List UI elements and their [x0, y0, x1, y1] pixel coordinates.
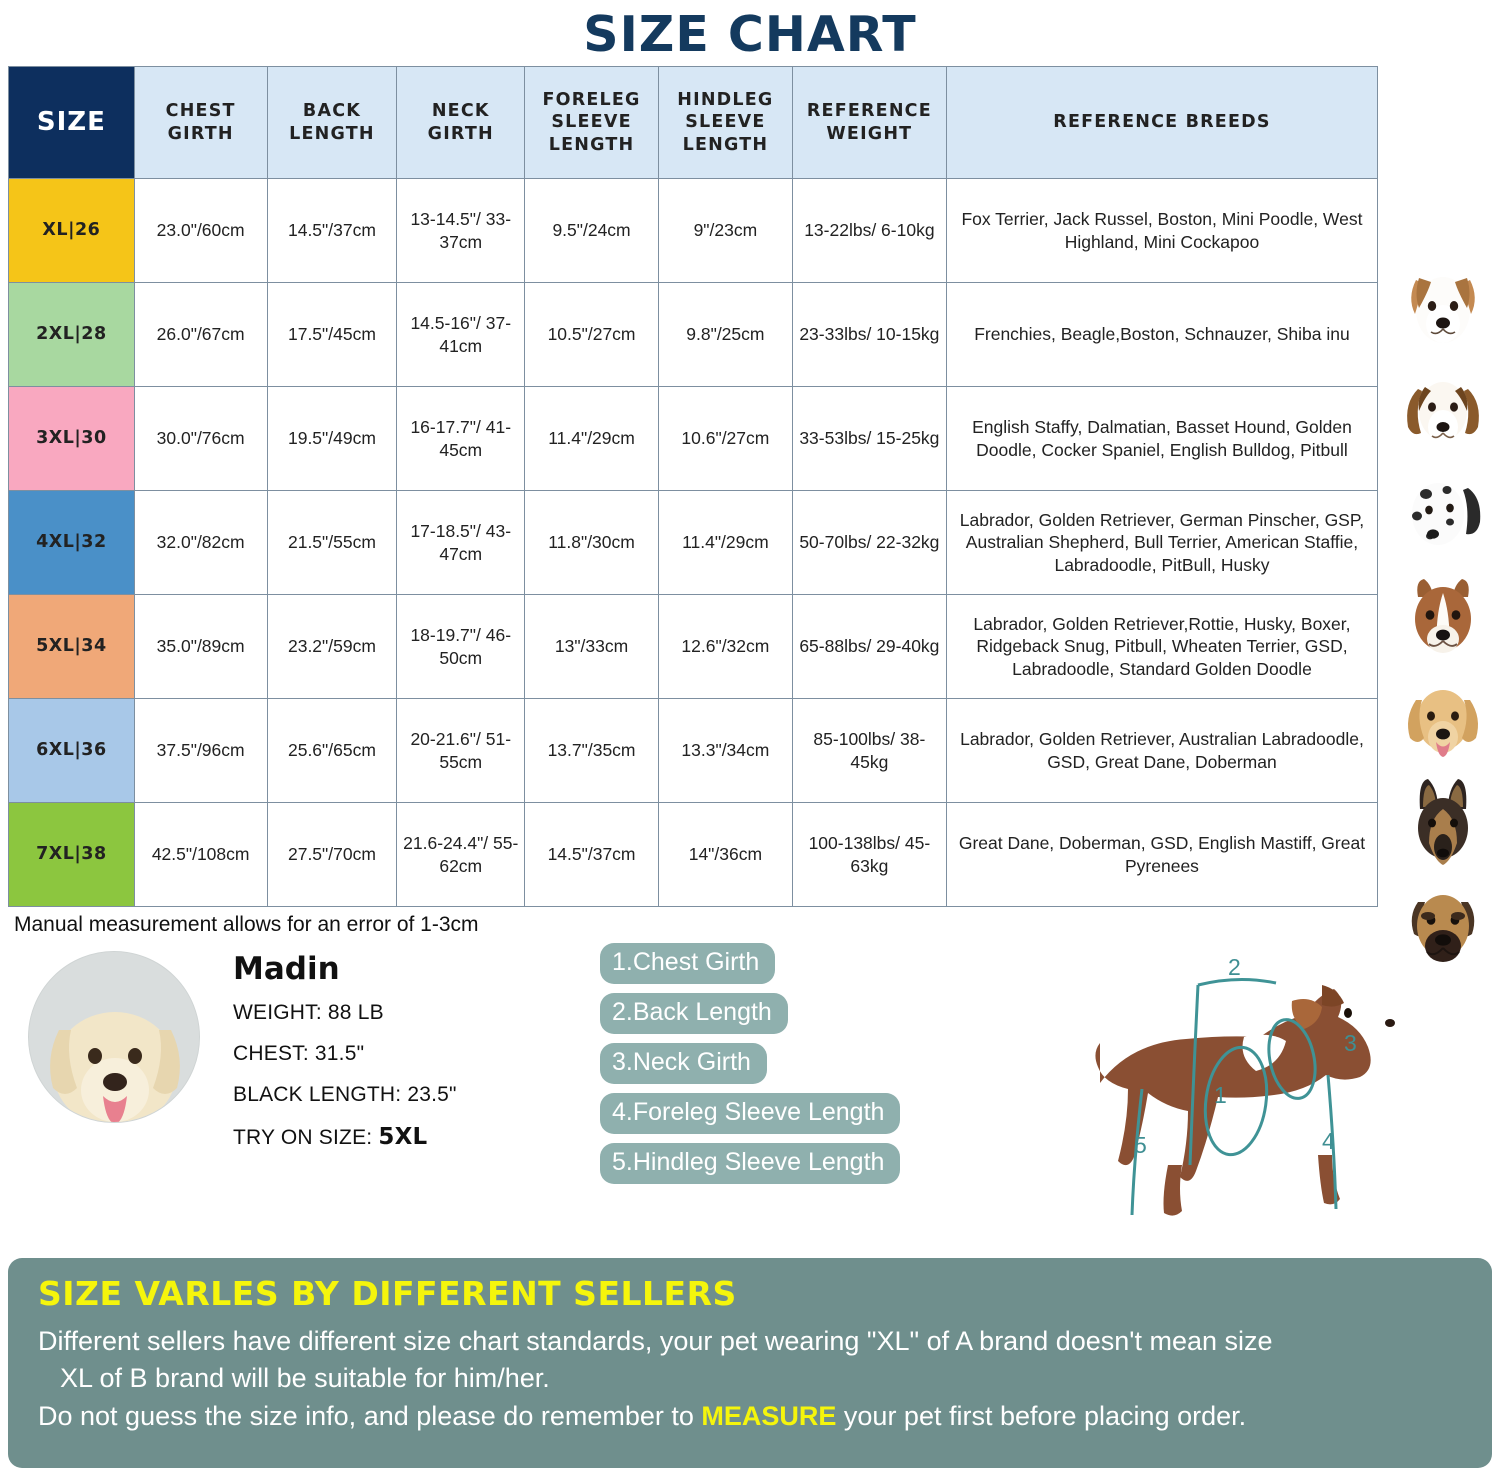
cell-weight: 13-22lbs/ 6-10kg: [792, 179, 946, 283]
seller-warning-banner: [8, 1258, 1492, 1468]
cell-breeds: Labrador, Golden Retriever, Australian Labradoodle, GSD, Great Dane, Doberman: [946, 699, 1377, 803]
dog-measurement-illustration: [992, 941, 1492, 1231]
diagram-number-5: 5: [1134, 1132, 1147, 1158]
cell-back: 23.2"/59cm: [267, 595, 397, 699]
model-avatar: [28, 951, 200, 1123]
cell-weight: 23-33lbs/ 10-15kg: [792, 283, 946, 387]
cell-hindleg: 13.3"/34cm: [658, 699, 792, 803]
banner-measure-highlight: MEASURE: [701, 1400, 837, 1431]
american-staffordshire-terrier-icon: [1390, 567, 1496, 667]
dalmatian-icon: [1390, 464, 1496, 564]
breed-photo-german-shepherd: [1390, 773, 1496, 876]
breed-photo-american-staffordshire-terrier: [1390, 567, 1496, 670]
header-foreleg-sleeve-length: FORELEG SLEEVE LENGTH: [525, 67, 659, 179]
model-back-length: BLACK LENGTH: 23.5": [233, 1083, 457, 1106]
cell-foreleg: 11.8"/30cm: [525, 491, 659, 595]
size-chart-table: [8, 66, 1378, 907]
cell-breeds: English Staffy, Dalmatian, Basset Hound, Golden Doodle, Cocker Spaniel, English Bulldog, Pitbull: [946, 387, 1377, 491]
beagle-icon: [1390, 361, 1496, 461]
table-row: [9, 179, 1378, 283]
banner-line-3b: your pet first before placing order.: [836, 1400, 1247, 1431]
cell-breeds: Labrador, Golden Retriever,Rottie, Husky, Boxer, Ridgeback Snug, Pitbull, Wheaten Terrier, GSD, Labradoodle, Standard Golden Doodle: [946, 595, 1377, 699]
cell-neck: 20-21.6"/ 51-55cm: [397, 699, 525, 803]
diagram-number-2: 2: [1228, 954, 1241, 980]
diagram-number-1: 1: [1214, 1082, 1227, 1108]
cell-size: XL|26: [9, 179, 135, 283]
header-reference-weight: REFERENCE WEIGHT: [792, 67, 946, 179]
cell-size: 7XL|38: [9, 803, 135, 907]
cell-size: 3XL|30: [9, 387, 135, 491]
cell-neck: 21.6-24.4"/ 55-62cm: [397, 803, 525, 907]
model-weight: WEIGHT: 88 LB: [233, 1001, 384, 1024]
cell-chest: 35.0"/89cm: [134, 595, 267, 699]
table-row: [9, 387, 1378, 491]
banner-title: SIZE VARLES BY DIFFERENT SELLERS: [38, 1274, 737, 1313]
model-name: Madin: [233, 951, 340, 987]
cell-hindleg: 9"/23cm: [658, 179, 792, 283]
table-row: [9, 699, 1378, 803]
cell-back: 19.5"/49cm: [267, 387, 397, 491]
cell-foreleg: 10.5"/27cm: [525, 283, 659, 387]
cell-neck: 16-17.7"/ 41-45cm: [397, 387, 525, 491]
banner-line-1: Different sellers have different size chart standards, your pet wearing "XL" of A brand doesn't mean size: [38, 1326, 1273, 1356]
table-header: [9, 67, 1378, 179]
german-shepherd-icon: [1390, 773, 1496, 873]
middle-section: [0, 941, 1500, 1241]
step-hindleg-sleeve-length: 5.Hindleg Sleeve Length: [600, 1143, 900, 1184]
model-try-on: [233, 1124, 543, 1150]
cell-size: 4XL|32: [9, 491, 135, 595]
header-reference-breeds: REFERENCE BREEDS: [946, 67, 1377, 179]
cell-size: 6XL|36: [9, 699, 135, 803]
model-chest: CHEST: 31.5": [233, 1042, 365, 1065]
cell-size: 2XL|28: [9, 283, 135, 387]
labrador-avatar-icon: [29, 952, 200, 1123]
measure-steps: [600, 943, 1000, 1193]
header-hindleg-sleeve-length: HINDLEG SLEEVE LENGTH: [658, 67, 792, 179]
cell-weight: 100-138lbs/ 45-63kg: [792, 803, 946, 907]
cell-neck: 17-18.5"/ 43-47cm: [397, 491, 525, 595]
cell-back: 25.6"/65cm: [267, 699, 397, 803]
cell-neck: 14.5-16"/ 37-41cm: [397, 283, 525, 387]
cell-size: 5XL|34: [9, 595, 135, 699]
diagram-number-4: 4: [1322, 1128, 1335, 1154]
cell-breeds: Fox Terrier, Jack Russel, Boston, Mini Poodle, West Highland, Mini Cockapoo: [946, 179, 1377, 283]
measurement-diagram: [992, 941, 1492, 1231]
cell-weight: 33-53lbs/ 15-25kg: [792, 387, 946, 491]
cell-breeds: Labrador, Golden Retriever, German Pinscher, GSP, Australian Shepherd, Bull Terrier, American Staffie, Labradoodle, PitBull, Husky: [946, 491, 1377, 595]
step-back-length: 2.Back Length: [600, 993, 788, 1034]
cell-back: 14.5"/37cm: [267, 179, 397, 283]
cell-hindleg: 10.6"/27cm: [658, 387, 792, 491]
cell-back: 17.5"/45cm: [267, 283, 397, 387]
cell-back: 21.5"/55cm: [267, 491, 397, 595]
table-row: [9, 283, 1378, 387]
header-size: SIZE: [9, 67, 135, 179]
cell-back: 27.5"/70cm: [267, 803, 397, 907]
cell-breeds: Frenchies, Beagle,Boston, Schnauzer, Shiba inu: [946, 283, 1377, 387]
breed-photo-beagle: [1390, 361, 1496, 464]
step-foreleg-sleeve-length: 4.Foreleg Sleeve Length: [600, 1093, 900, 1134]
step-chest-girth: 1.Chest Girth: [600, 943, 775, 984]
cell-hindleg: 14"/36cm: [658, 803, 792, 907]
cell-foreleg: 14.5"/37cm: [525, 803, 659, 907]
banner-body: [38, 1323, 1470, 1435]
cell-hindleg: 12.6"/32cm: [658, 595, 792, 699]
golden-retriever-icon: [1390, 670, 1496, 770]
page-title: SIZE CHART: [583, 6, 917, 63]
cell-chest: 32.0"/82cm: [134, 491, 267, 595]
cell-chest: 30.0"/76cm: [134, 387, 267, 491]
header-back-length: BACK LENGTH: [267, 67, 397, 179]
diagram-number-3: 3: [1344, 1030, 1357, 1056]
cell-hindleg: 9.8"/25cm: [658, 283, 792, 387]
cell-weight: 50-70lbs/ 22-32kg: [792, 491, 946, 595]
cell-breeds: Great Dane, Doberman, GSD, English Mastiff, Great Pyrenees: [946, 803, 1377, 907]
table-row: [9, 803, 1378, 907]
model-text: [233, 951, 543, 1167]
cell-neck: 13-14.5"/ 33-37cm: [397, 179, 525, 283]
size-chart-table-wrap: [8, 66, 1378, 907]
cell-chest: 37.5"/96cm: [134, 699, 267, 803]
jack-russell-terrier-icon: [1390, 258, 1496, 358]
breed-photo-column: [1390, 258, 1500, 979]
model-info: [28, 951, 548, 1201]
cell-chest: 23.0"/60cm: [134, 179, 267, 283]
breed-photo-jack-russell-terrier: [1390, 258, 1496, 361]
cell-weight: 65-88lbs/ 29-40kg: [792, 595, 946, 699]
table-header-row: [9, 67, 1378, 179]
cell-chest: 42.5"/108cm: [134, 803, 267, 907]
cell-chest: 26.0"/67cm: [134, 283, 267, 387]
measurement-note: Manual measurement allows for an error of 1-3cm: [14, 913, 479, 936]
table-row: [9, 491, 1378, 595]
header-chest-girth: CHEST GIRTH: [134, 67, 267, 179]
header-neck-girth: NECK GIRTH: [397, 67, 525, 179]
cell-foreleg: 13.7"/35cm: [525, 699, 659, 803]
step-neck-girth: 3.Neck Girth: [600, 1043, 767, 1084]
banner-line-2: XL of B brand will be suitable for him/her.: [60, 1363, 550, 1394]
table-row: [9, 595, 1378, 699]
cell-neck: 18-19.7"/ 46-50cm: [397, 595, 525, 699]
try-on-size: 5XL: [378, 1124, 428, 1150]
cell-hindleg: 11.4"/29cm: [658, 491, 792, 595]
banner-line-3a: Do not guess the size info, and please do remember to: [38, 1400, 702, 1431]
cell-foreleg: 11.4"/29cm: [525, 387, 659, 491]
cell-foreleg: 9.5"/24cm: [525, 179, 659, 283]
breed-photo-dalmatian: [1390, 464, 1496, 567]
cell-weight: 85-100lbs/ 38-45kg: [792, 699, 946, 803]
table-body: [9, 179, 1378, 907]
banner-line-3: [38, 1398, 1470, 1435]
breed-photo-golden-retriever: [1390, 670, 1496, 773]
cell-foreleg: 13"/33cm: [525, 595, 659, 699]
try-on-label: TRY ON SIZE:: [233, 1126, 373, 1149]
